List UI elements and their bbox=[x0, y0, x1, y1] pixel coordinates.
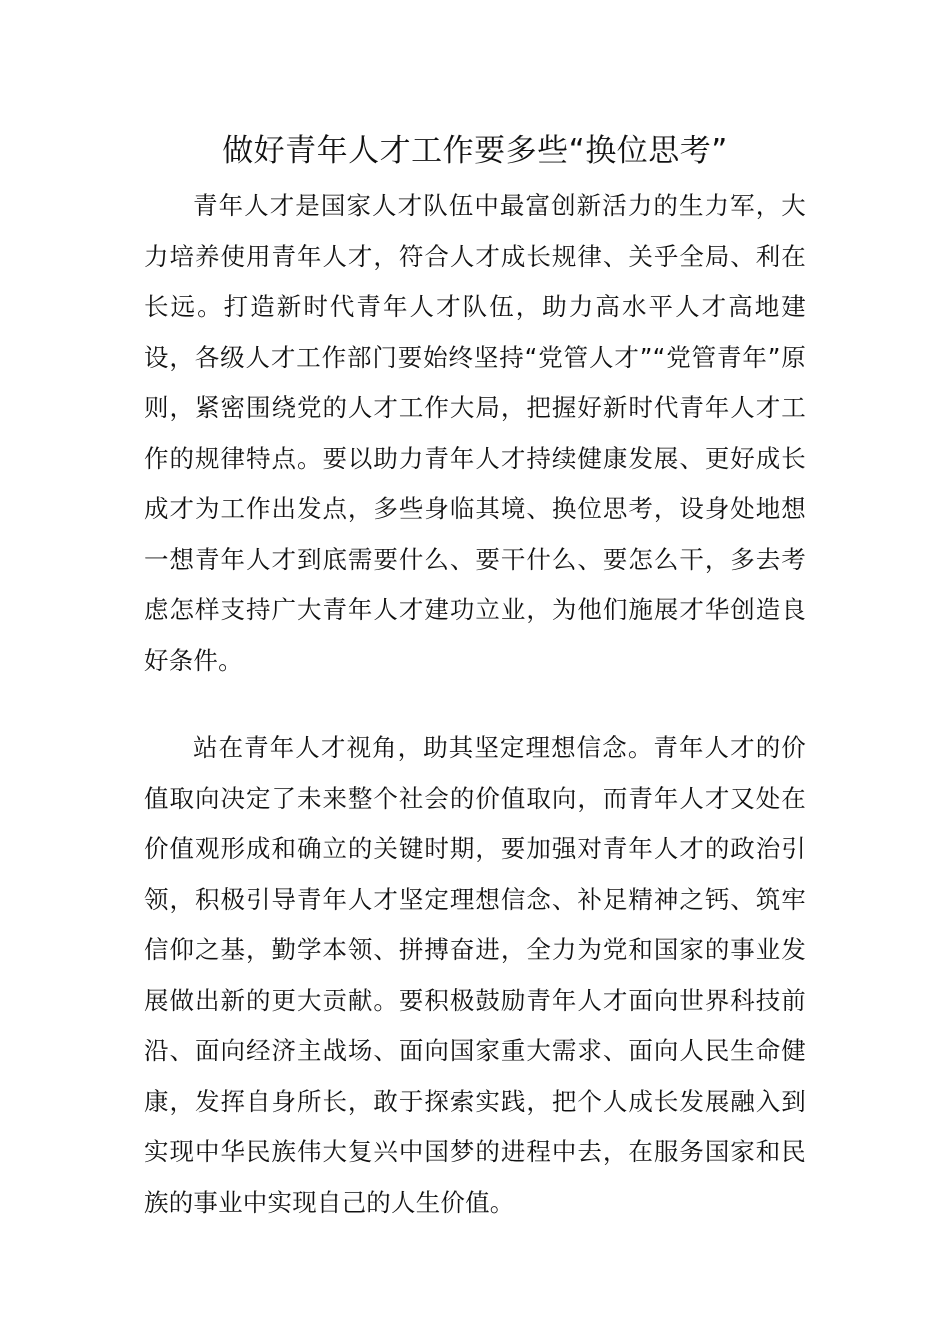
body-paragraph-1: 青年人才是国家人才队伍中最富创新活力的生力军，大力培养使用青年人才，符合人才成长规律、关乎全局、利在长远。打造新时代青年人才队伍，助力高水平人才高地建设，各级人才工作部门要始终坚持“党管人才”“党管青年”原则，紧密围绕党的人才工作大局，把握好新时代青年人才工作的规律特点。要以助力青年人才持续健康发展、更好成长成才为工作出发点，多些身临其境、换位思考，设身处地想一想青年人才到底需要什么、要干什么、要怎么干，多去考虑怎样支持广大青年人才建功立业，为他们施展才华创造良好条件。 bbox=[144, 191, 806, 675]
body-paragraph-2: 站在青年人才视角，助其坚定理想信念。青年人才的价值取向决定了未来整个社会的价值取向，而青年人才又处在价值观形成和确立的关键时期，要加强对青年人才的政治引领，积极引导青年人才坚定理想信念、补足精神之钙、筑牢信仰之基，勤学本领、拼搏奋进，全力为党和国家的事业发展做出新的更大贡献。要积极鼓励青年人才面向世界科技前沿、面向经济主战场、面向国家重大需求、面向人民生命健康，发挥自身所长，敢于探索实践，把个人成长发展融入到实现中华民族伟大复兴中国梦的进程中去，在服务国家和民族的事业中实现自己的人生价值。 bbox=[144, 733, 806, 1217]
document-title: 做好青年人才工作要多些“换位思考” bbox=[222, 133, 728, 169]
